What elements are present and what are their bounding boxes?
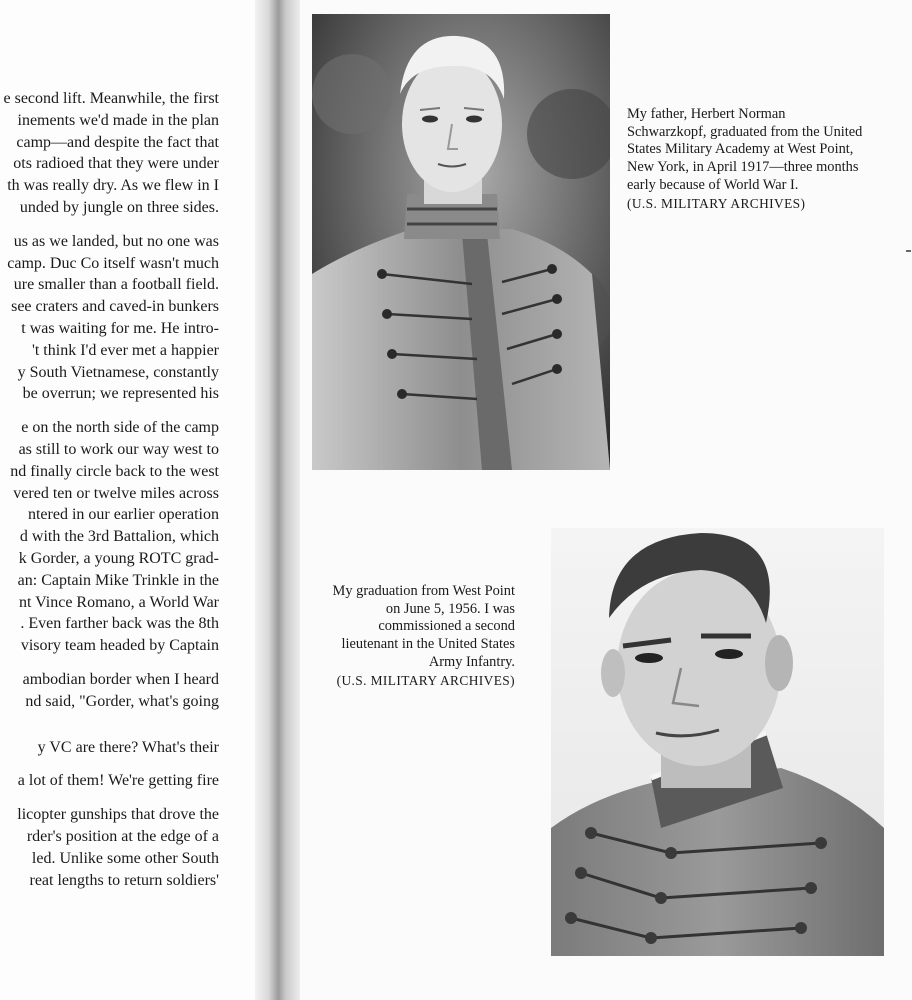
caption-line: Army Infantry. <box>428 653 515 670</box>
body-text-line: ure smaller than a football field. <box>13 276 219 294</box>
page-edge-mark <box>906 250 911 252</box>
left-page <box>0 0 275 1000</box>
body-text-line: d with the 3rd Battalion, which <box>19 528 219 546</box>
body-text-line: be overrun; we represented his <box>22 385 219 403</box>
body-text-line: e second lift. Meanwhile, the first <box>3 90 219 107</box>
body-text-line: unded by jungle on three sides. <box>19 198 219 216</box>
caption-line: early because of World War I. <box>627 176 799 193</box>
caption-line: My father, Herbert Norman <box>627 106 786 122</box>
body-text-line: th was really dry. As we flew in I <box>7 177 219 195</box>
body-text-line: see craters and caved-in bunkers <box>11 298 219 316</box>
caption-line: on June 5, 1956. I was <box>385 600 515 617</box>
body-text-line: ntered in our earlier operation <box>27 506 219 524</box>
caption-line: My graduation from West Point <box>332 583 515 599</box>
caption-line: commissioned a second <box>378 618 515 635</box>
paragraph-gap <box>0 657 219 669</box>
body-text-line: nd finally circle back to the west <box>10 462 219 480</box>
body-text-line: a lot of them! We're getting fire <box>17 772 219 790</box>
paragraph-gap <box>0 219 219 231</box>
body-text-line: as still to work our way west to <box>18 440 219 458</box>
paragraph-gap <box>0 713 219 725</box>
body-text-line: camp. Duc Co itself wasn't much <box>7 254 219 272</box>
body-text-line: k Gorder, a young ROTC grad- <box>18 549 219 567</box>
body-text-line: licopter gunships that drove the <box>17 806 219 824</box>
paragraph-gap <box>0 792 219 804</box>
father-portrait-photo <box>312 14 610 470</box>
body-text-line: led. Unlike some other South <box>31 849 219 867</box>
paragraph-gap <box>0 405 219 417</box>
body-text-line: nd said, "Gorder, what's going <box>25 692 219 710</box>
body-text-line: vered ten or twelve miles across <box>13 484 219 502</box>
author-portrait-image <box>551 528 884 956</box>
body-text-line: e on the north side of the camp <box>21 419 219 437</box>
body-text-line: t was waiting for me. He intro- <box>21 319 219 337</box>
paragraph-gap <box>0 758 219 770</box>
body-text-line: inements we'd made in the plan <box>17 111 219 129</box>
body-text-line: nt Vince Romano, a World War <box>19 593 219 611</box>
body-text-line: reat lengths to return soldiers' <box>29 871 219 889</box>
author-photo-caption <box>305 583 515 689</box>
body-text-line: . Even farther back was the 8th <box>20 615 219 633</box>
caption-line: States Military Academy at West Point, <box>627 141 854 158</box>
body-text <box>0 88 219 891</box>
body-text-line: y South Vietnamese, constantly <box>17 363 219 381</box>
body-text-line: ots radioed that they were under <box>13 155 219 173</box>
body-text-line: visory team headed by Captain <box>20 637 219 655</box>
body-text-line: y VC are there? What's their <box>37 738 219 756</box>
caption-line: New York, in April 1917—three months <box>627 159 859 176</box>
caption-line: Schwarzkopf, graduated from the United <box>627 123 863 140</box>
father-portrait-image <box>312 14 610 470</box>
body-text-line: camp—and despite the fact that <box>16 133 219 151</box>
body-text-line: ambodian border when I heard <box>22 670 219 688</box>
photo-credit: (U.S. MILITARY ARCHIVES) <box>627 195 806 211</box>
body-text-line: an: Captain Mike Trinkle in the <box>17 571 219 589</box>
body-text-line: rder's position at the edge of a <box>26 827 219 845</box>
caption-line: lieutenant in the United States <box>341 636 515 653</box>
father-photo-caption <box>627 106 902 212</box>
book-gutter <box>255 0 300 1000</box>
photo-credit: (U.S. MILITARY ARCHIVES) <box>336 672 515 688</box>
paragraph-gap <box>0 725 219 737</box>
body-text-line: 't think I'd ever met a happier <box>31 341 219 359</box>
author-portrait-photo <box>551 528 884 956</box>
body-text-line: us as we landed, but no one was <box>13 232 219 250</box>
